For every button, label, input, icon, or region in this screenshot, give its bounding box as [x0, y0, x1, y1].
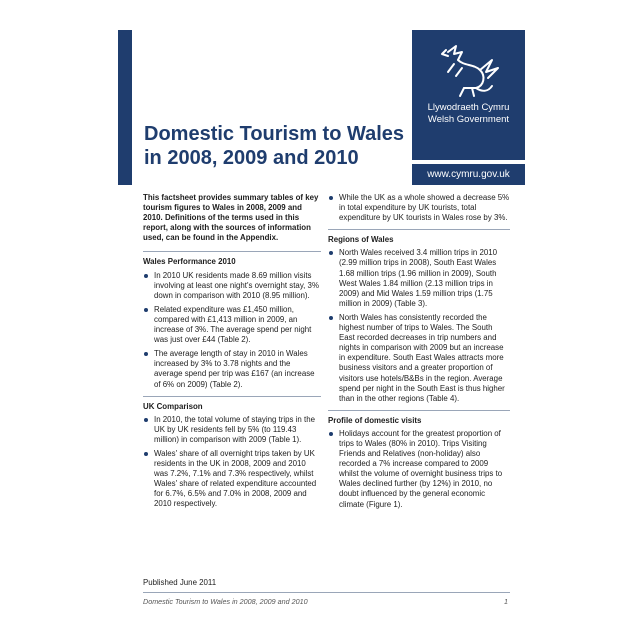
section-divider: [143, 396, 321, 397]
list-item: In 2010 UK residents made 8.69 million visits involving at least one night's overnight stay, 3% down in comparison with 2010 (8.95 million).: [143, 271, 321, 301]
page-title-line-2: in 2008, 2009 and 2010: [144, 147, 359, 169]
section-divider: [143, 251, 321, 252]
section-heading-uk-comparison: UK Comparison: [143, 401, 203, 411]
wales-performance-list: [143, 271, 321, 390]
uk-comparison-continued-list: [328, 193, 510, 223]
website-url[interactable]: www.cymru.gov.uk: [412, 164, 525, 185]
profile-list: [328, 429, 510, 510]
left-column: [143, 193, 321, 514]
footer-title: Domestic Tourism to Wales in 2008, 2009 and 2010: [143, 597, 308, 606]
section-divider: [328, 410, 510, 411]
section-divider: [328, 229, 510, 230]
title-accent-bar: [118, 30, 132, 185]
list-item: In 2010, the total volume of staying trips in the UK by UK residents fell by 5% (to 119.43 million) in comparison with 2009 (Table 1).: [143, 415, 321, 445]
page-title-line-1: Domestic Tourism to Wales: [144, 123, 405, 145]
list-item: The average length of stay in 2010 in Wales increased by 3% to 3.78 nights and the average spend per trip was £167 (an increase of 6% on 2009) (Table 2).: [143, 349, 321, 389]
section-heading-wales-performance: Wales Performance 2010: [143, 257, 236, 267]
list-item: North Wales received 3.4 million trips in 2010 (2.99 million trips in 2008), South East Wales 1.68 million trips (1.96 million in 2009), South West Wales 1.84 million (2.13 million trips in 2009) and Mid Wales 1.59 million trips (1.75 million in 2009) (Table 3).: [328, 248, 510, 309]
published-date: Published June 2011: [143, 578, 217, 587]
footer-divider: [143, 592, 510, 593]
list-item: While the UK as a whole showed a decrease 5% in total expenditure by UK tourists, total expenditure by UK tourists in Wales rose by 3%.: [328, 193, 510, 223]
list-item: Holidays account for the greatest proportion of trips to Wales (80% in 2010). Trips Visiting Friends and Relatives (non-holiday) also recorded a 7% increase compared to 2009 whilst the volume of overnight business trips to Wales declined further (by 12%) in 2010, no doubt influenced by the general economic climate (Figure 1).: [328, 429, 510, 510]
list-item: Wales' share of all overnight trips taken by UK residents in the UK in 2008, 2009 and 2010 was 7.2%, 7.1% and 7.3% respectively, whilst Wales' share of related expenditure accounted for 6.7%, 6.5% and 7.0% in 2008, 2009 and 2010 respectively.: [143, 449, 321, 510]
logo-line-english: Welsh Government: [427, 114, 510, 125]
section-heading-regions: Regions of Wales: [328, 235, 394, 245]
section-heading-profile: Profile of domestic visits: [328, 415, 422, 425]
page-number: 1: [504, 597, 508, 606]
right-column: [328, 193, 510, 514]
regions-list: [328, 248, 510, 403]
logo-line-welsh: Llywodraeth Cymru: [427, 102, 510, 113]
uk-comparison-list: [143, 415, 321, 510]
list-item: Related expenditure was £1,450 million, compared with £1,413 million in 2009, an increase of 3%. The average spend per night was just over £44 (Table 2).: [143, 305, 321, 345]
page-title: [144, 122, 404, 170]
welsh-government-logo: [412, 30, 525, 160]
list-item: North Wales has consistently recorded the highest number of trips to Wales. The South East recorded decreases in trip numbers and nights in comparison with 2009 but an increase in expenditure. South East Wales attracts more business visitors and a greater proportion of visitors use hotels/B&Bs in the region. Average spend per night in the South East is thus higher than in the other regions (Table 4).: [328, 313, 510, 404]
intro-paragraph: This factsheet provides summary tables of key tourism figures to Wales in 2008, 2009 and 2010. Definitions of the terms used in this report, along with the sources of information used, can be found in the Appendix.: [143, 193, 319, 243]
welsh-dragon-icon: [434, 42, 502, 100]
